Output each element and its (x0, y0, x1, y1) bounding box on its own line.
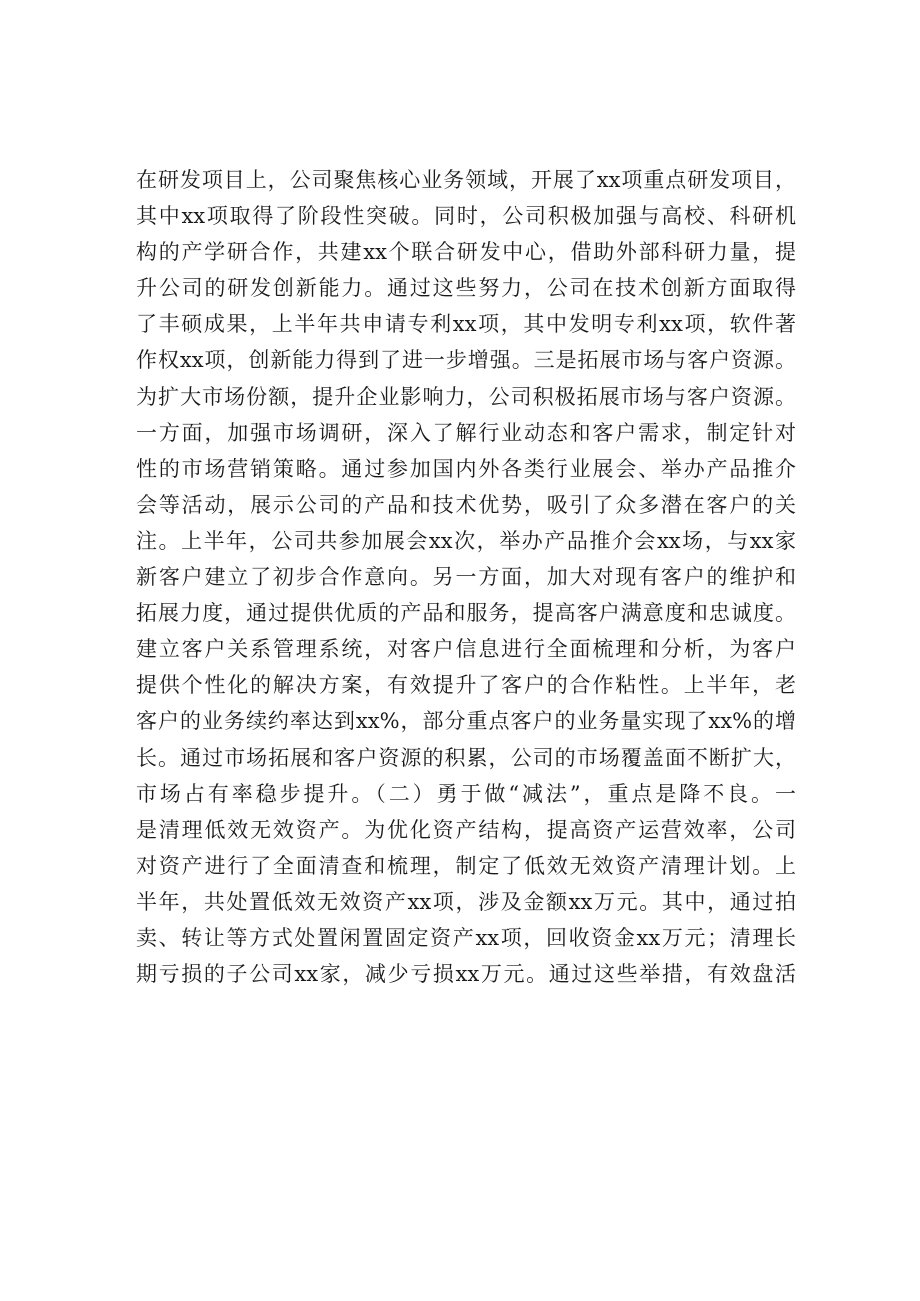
text-line: 在研发项目上，公司聚焦核心业务领域，开展了xx项重点研发项目， (136, 168, 796, 192)
text-line: 新客户建立了初步合作意向。另一方面，加大对现有客户的维护和 (136, 565, 796, 590)
text-line: 长。通过市场拓展和客户资源的积累，公司的市场覆盖面不断扩大， (136, 745, 796, 770)
text-line: 建立客户关系管理系统，对客户信息进行全面梳理和分析，为客户 (136, 637, 796, 662)
text-line: 期亏损的子公司xx家，减少亏损xx万元。通过这些举措，有效盘活 (136, 962, 796, 987)
text-line: 升公司的研发创新能力。通过这些努力，公司在技术创新方面取得 (136, 276, 796, 301)
text-line: 对资产进行了全面清查和梳理，制定了低效无效资产清理计划。上 (136, 853, 796, 878)
text-line: 作权xx项，创新能力得到了进一步增强。三是拓展市场与客户资源。 (136, 348, 796, 373)
text-line: 市场占有率稳步提升。（二）勇于做“减法”，重点是降不良。一 (136, 781, 796, 806)
text-line: 卖、转让等方式处置闲置固定资产xx项，回收资金xx万元；清理长 (136, 925, 796, 950)
text-line: 为扩大市场份额，提升企业影响力，公司积极拓展市场与客户资源。 (136, 384, 796, 409)
text-line: 注。上半年，公司共参加展会xx次，举办产品推介会xx场，与xx家 (136, 528, 796, 553)
text-line: 是清理低效无效资产。为优化资产结构，提高资产运营效率，公司 (136, 817, 796, 842)
text-line: 提供个性化的解决方案，有效提升了客户的合作粘性。上半年，老 (136, 673, 796, 698)
text-line: 半年，共处置低效无效资产xx项，涉及金额xx万元。其中，通过拍 (136, 889, 796, 914)
text-line: 拓展力度，通过提供优质的产品和服务，提高客户满意度和忠诚度。 (136, 601, 796, 626)
body-paragraph (136, 162, 796, 992)
text-line: 一方面，加强市场调研，深入了解行业动态和客户需求，制定针对 (136, 420, 796, 445)
text-line: 构的产学研合作，共建xx个联合研发中心，借助外部科研力量，提 (136, 240, 796, 265)
text-line: 了丰硕成果，上半年共申请专利xx项，其中发明专利xx项，软件著 (136, 312, 796, 337)
text-line: 客户的业务续约率达到xx%，部分重点客户的业务量实现了xx%的增 (136, 709, 796, 734)
text-line: 其中xx项取得了阶段性突破。同时，公司积极加强与高校、科研机 (136, 204, 796, 229)
text-line: 性的市场营销策略。通过参加国内外各类行业展会、举办产品推介 (136, 456, 796, 481)
text-line: 会等活动，展示公司的产品和技术优势，吸引了众多潜在客户的关 (136, 492, 796, 517)
